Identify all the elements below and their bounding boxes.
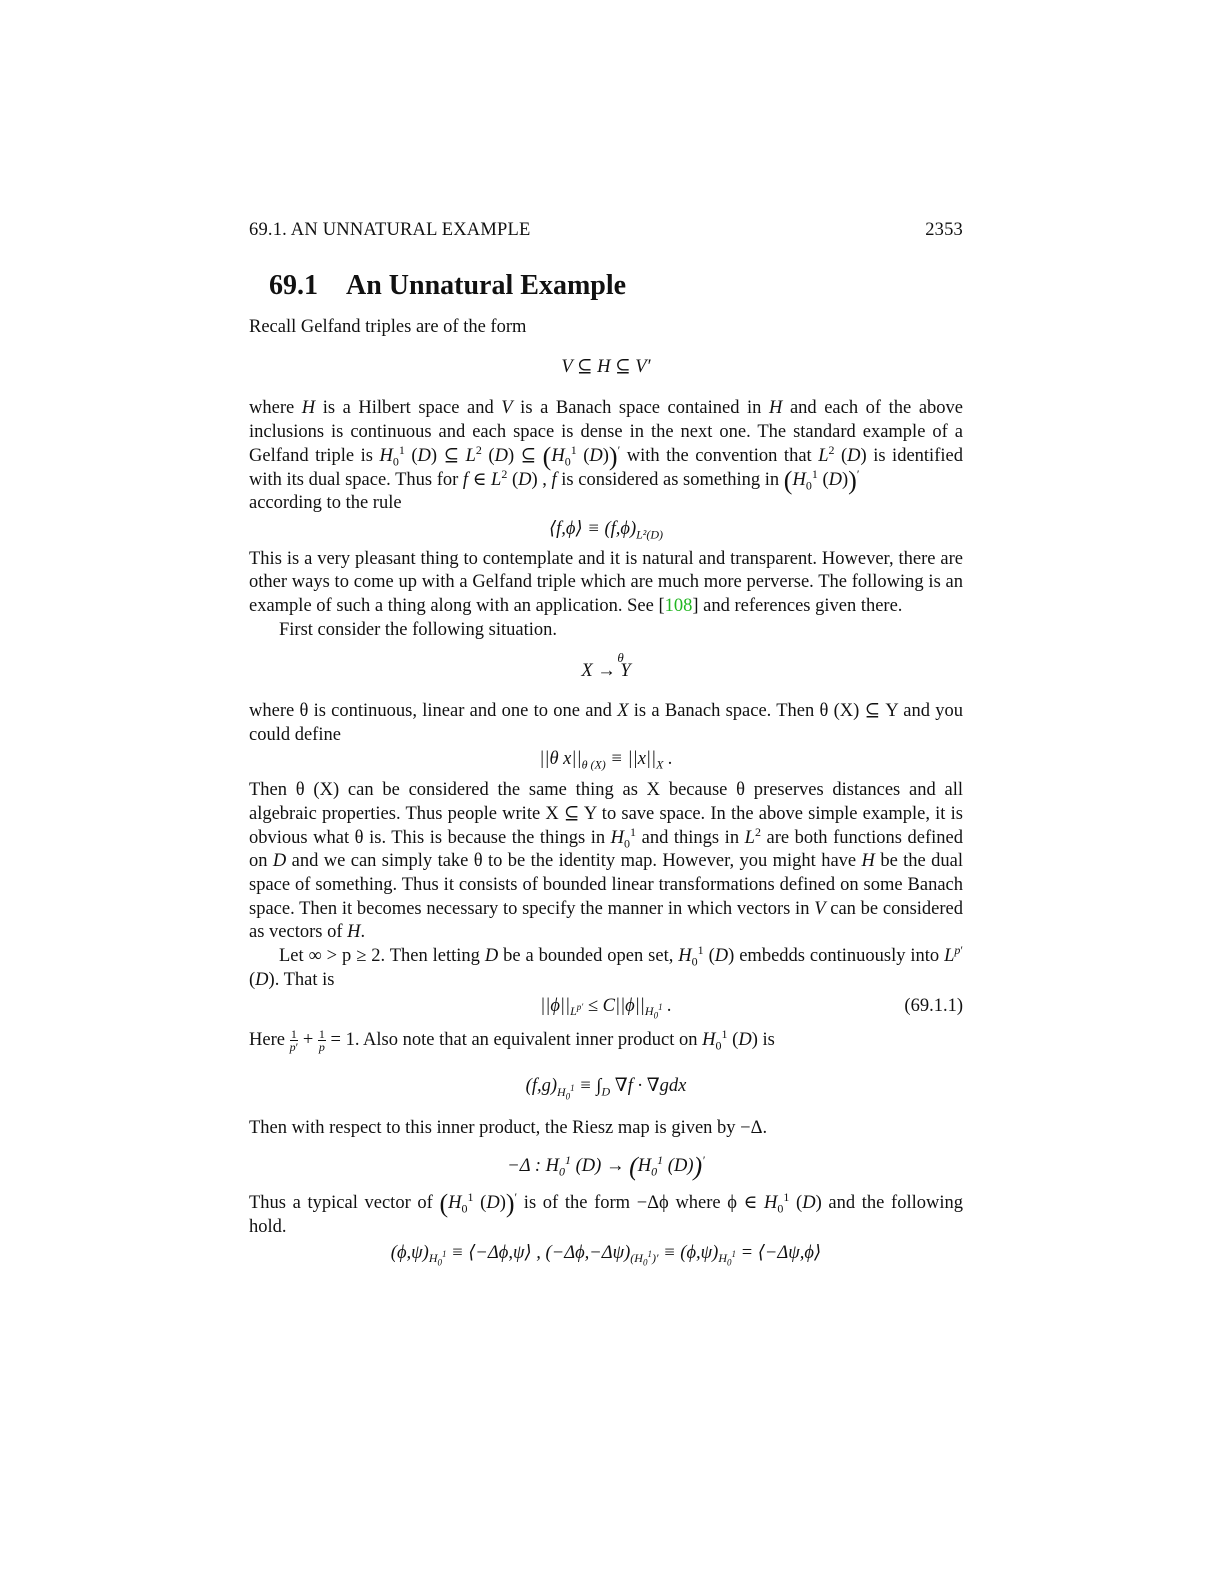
- body-text: [249, 316, 963, 1266]
- equation-gelfand-triple: V ⊆ H ⊆ V′: [561, 356, 651, 377]
- paragraph-theta: where θ is continuous, linear and one to one and X is a Banach space. Then θ (X) ⊆ Y and you could define: [249, 701, 964, 745]
- equation-embed: $||\phi||_{L^{p'}} \le C||\phi||_{H_0^1}$ . (69.1.1): [540, 995, 963, 1021]
- paragraph-definition: where H is a Hilbert space and V is a Banach space contained in H and each of the above inclusions is continuous and each space is dense in the next one. The standard example of a Gelfand triple is $H_0^1$ (D) ⊆ $L^2$ (D) ⊆ ($H_0^1$ (D))′ with the convention that $L^2$ (D) is identified with its dual space. Thus for f ∈ $L^2$ (D) , f is considered as something in ($H_0^1$ (D))′ according to the rule: [249, 398, 963, 514]
- section-heading: [269, 270, 626, 302]
- equation-map: θ X → Y: [581, 650, 631, 682]
- citation-link[interactable]: 108: [664, 596, 693, 617]
- paragraph-embedding: Let ∞ > p ≥ 2. Then letting D be a bounded open set, $H_0^1$ (D) embedds continuously into $L^{p'}$ (D). That is: [249, 943, 964, 990]
- equation-norm: ||θ $x||_{\theta (X)} \equiv ||x||_X$ .: [539, 748, 673, 772]
- paragraph-intro: Recall Gelfand triples are of the form: [249, 317, 527, 337]
- equation-final: $(\phi,\psi)_{H_0^1}$ ≡ ⟨−Δϕ,ψ⟩ , $(-\Delta\phi,-\Delta\psi)_{(H_0^1)'} \equiv (\phi,\psi)_{H_0^1}$ = ⟨−Δψ,ϕ⟩: [390, 1242, 822, 1268]
- paragraph-situation: First consider the following situation.: [279, 619, 557, 640]
- running-head: [249, 220, 963, 241]
- running-title: 69.1. AN UNNATURAL EXAMPLE: [249, 220, 531, 240]
- equation-number: (69.1.1): [904, 995, 963, 1016]
- paragraph-riesz: Then with respect to this inner product, the Riesz map is given by −Δ.: [249, 1117, 768, 1138]
- paragraph-perverse: This is a very pleasant thing to contemplate and it is natural and transparent. However, there are other ways to come up with a Gelfand triple which are much more perverse. The following is an example of such a thing along with an application. See [108] and references given there.: [249, 548, 963, 617]
- paragraph-typical-vector: Thus a typical vector of ($H_0^1$ (D))′ is of the form −Δϕ where ϕ ∈ $H_0^1$ (D) and the following hold.: [249, 1189, 963, 1238]
- section-title: An Unnatural Example: [346, 270, 627, 301]
- page-number: 2353: [925, 220, 963, 240]
- paragraph-identification: Then θ (X) can be considered the same thing as X because θ preserves distances and all algebraic properties. Thus people write X ⊆ Y to save space. In the above simple example, it is obvious what θ is. This is because the things in $H_0^1$ and things in $L^2$ are both functions defined on D and we can simply take θ to be the identity map. However, you might have H be the dual space of something. Thus it consists of bounded linear transformations defined on some Banach space. Then it becomes necessary to specify the manner in which vectors in V can be considered as vectors of H.: [249, 780, 964, 943]
- equation-rule: ⟨f,ϕ⟩ ≡ $(f,\phi)_{L^2(D)}$: [548, 518, 664, 542]
- paragraph-inner-product: Here $\frac{1}{p'}$ + $\frac{1}{p}$ = 1. Also note that an equivalent inner product on $H_0^1$ (D) is: [249, 1027, 775, 1055]
- equation-riesz: −Δ : $H_0^1$ $(D) \to (H_0^1$ (D))′: [507, 1151, 705, 1181]
- section-number: 69.1: [269, 270, 318, 301]
- equation-inner: $(f,g)_{H_0^1} \equiv \int_D$ ∇f · ∇gdx: [525, 1076, 687, 1102]
